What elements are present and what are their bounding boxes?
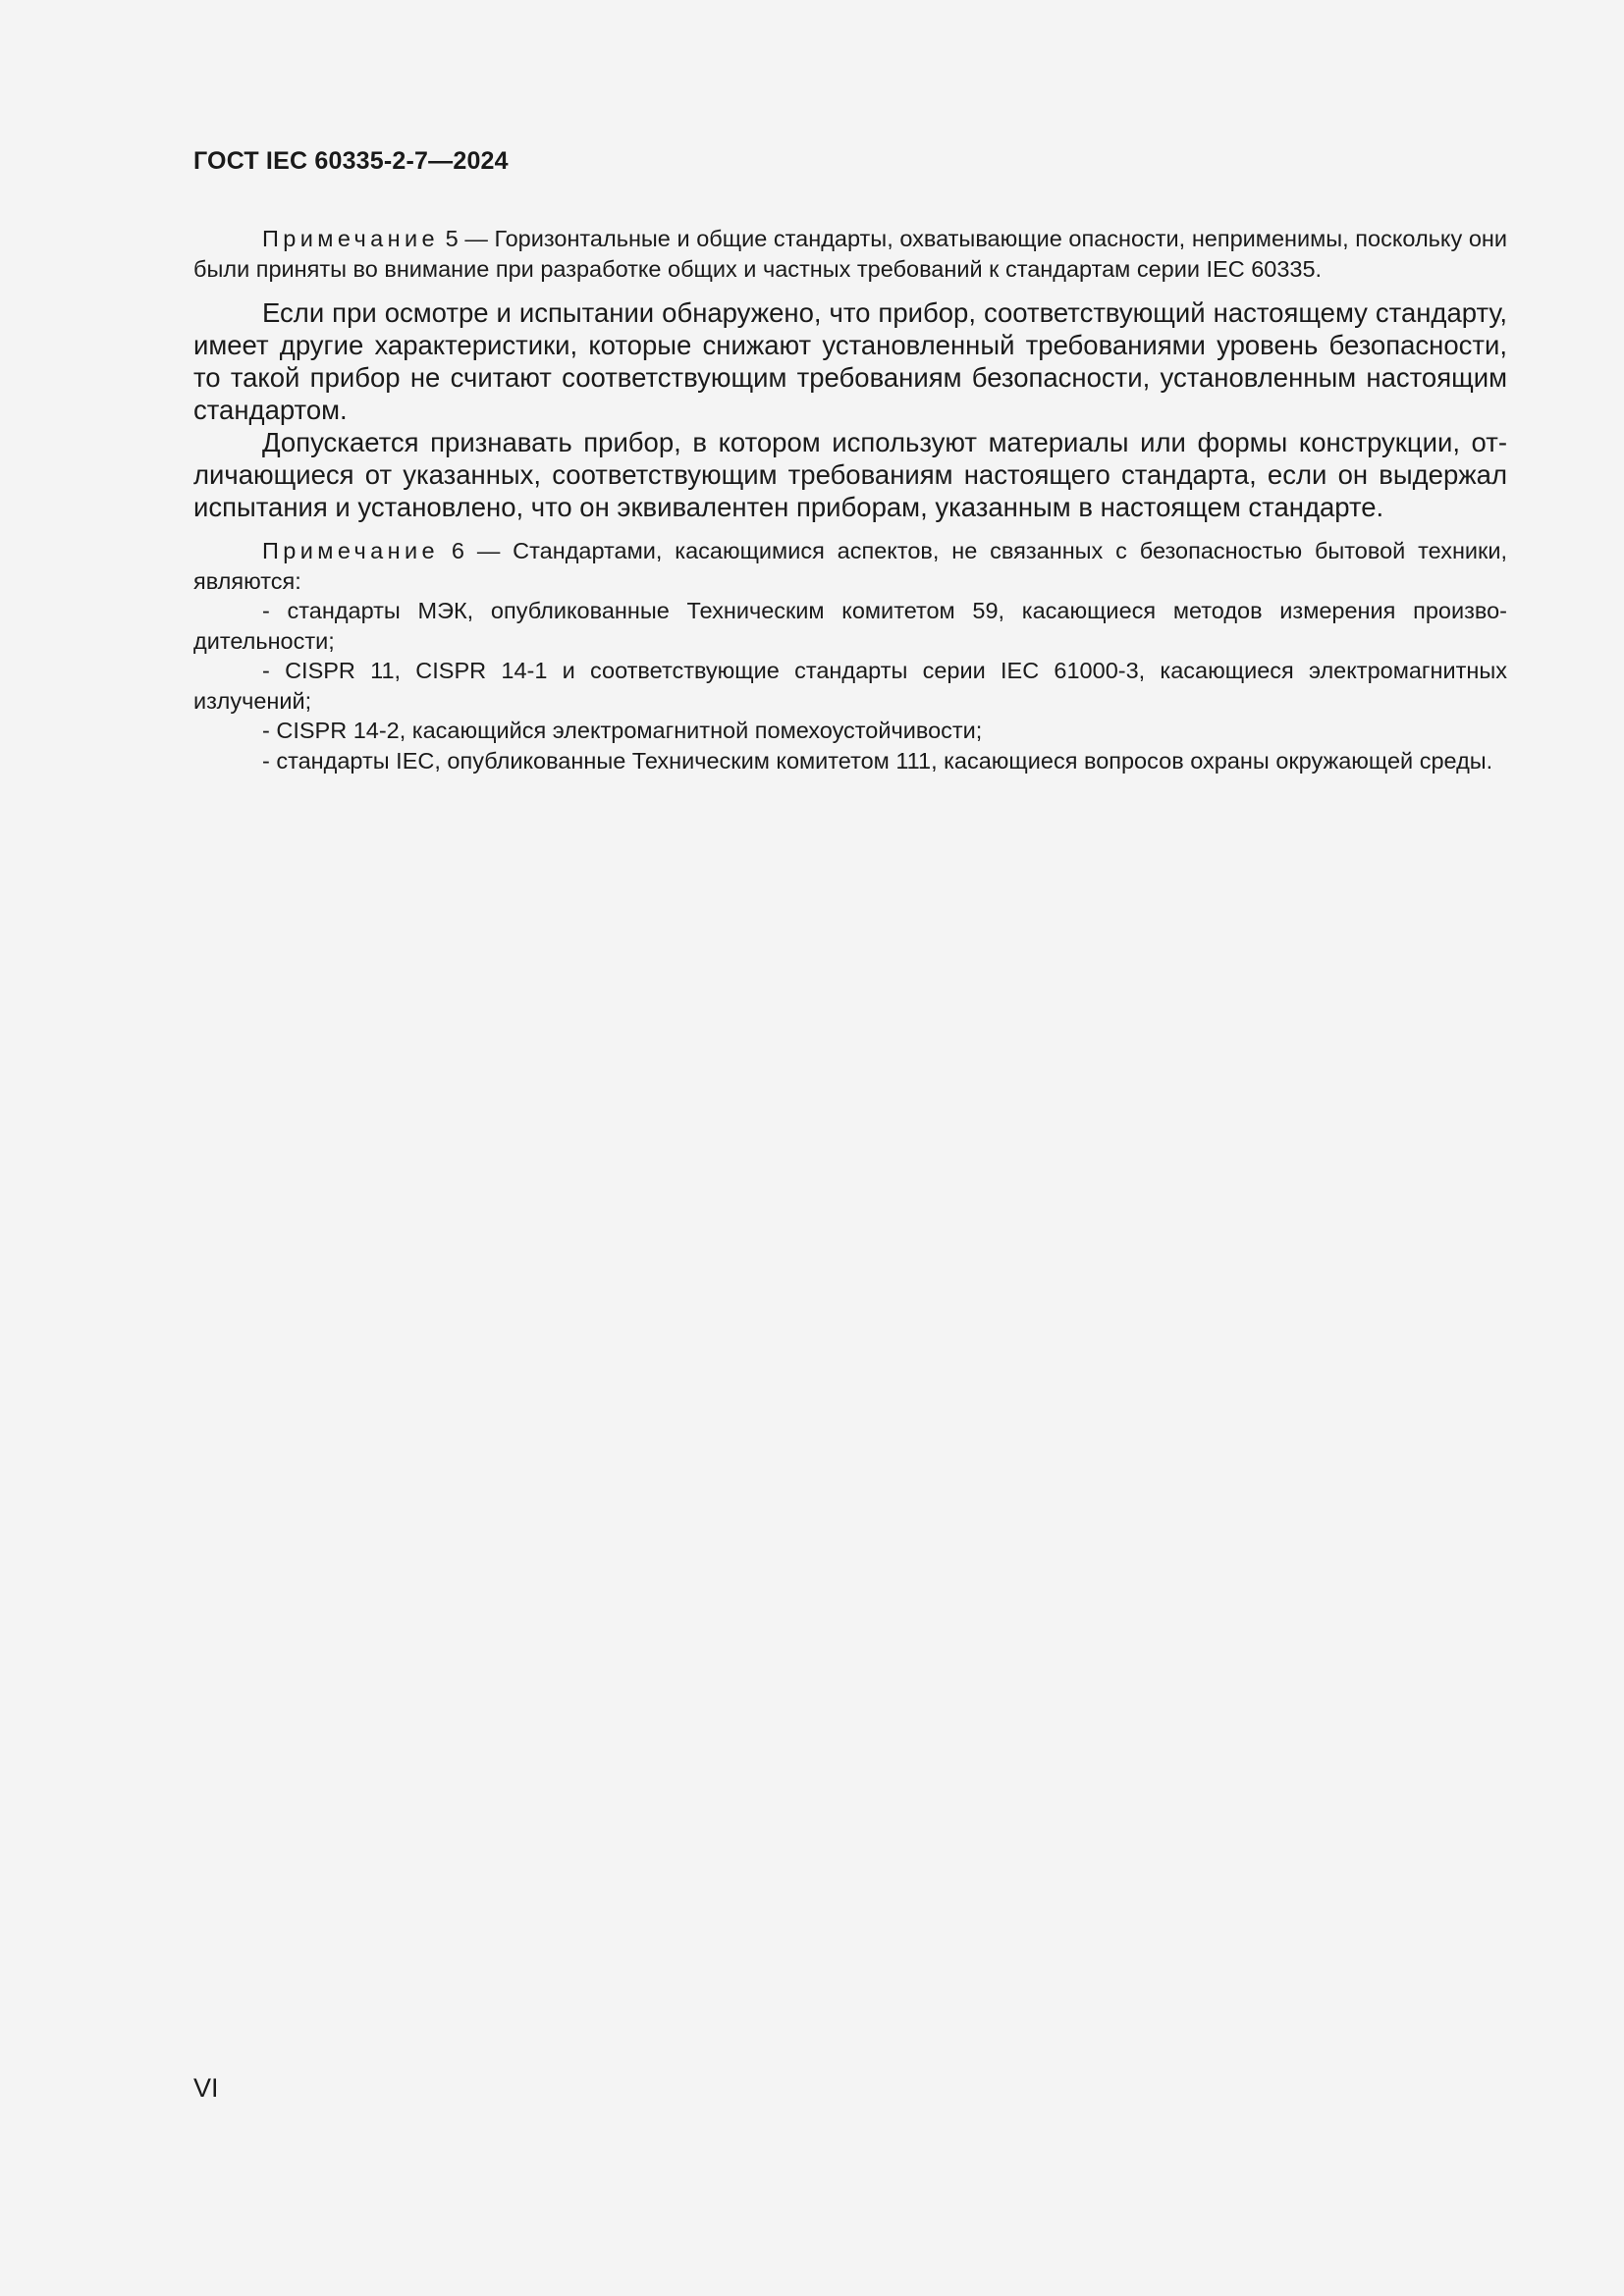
note-6-item-text: - стандарты IEC, опубликованные Техническим комитетом 111, касающиеся вопросов охраны окружающей среды. — [262, 747, 1493, 774]
note-6-item-text: - CISPR 14-2, касающийся электромагнитной помехоустойчивости; — [262, 718, 983, 743]
paragraph-2-text: Допускается признавать прибор, в котором используют материалы или формы конструкции, отличающиеся от указанных, соответствующим требованиям настоящего стандарта, если он выдержал испытания и установлено, что он эквивалентен приборам, указанным в настоящем стандарте. — [193, 427, 1507, 522]
note-6-item — [193, 716, 1507, 746]
paragraph-2 — [193, 426, 1507, 523]
note-5-text: 5 — Горизонтальные и общие стандарты, охватывающие опасности, неприменимы, поскольку они были приняты во внимание при разработке общих и частных требований к стандартам серии IEC 60335. — [193, 226, 1507, 282]
note-5 — [193, 224, 1507, 284]
paragraph-1 — [193, 296, 1507, 426]
note-6-label: Примечание — [262, 538, 440, 563]
note-6 — [193, 536, 1507, 596]
note-6-item-text: - стандарты МЭК, опубликованные Техническим комитетом 59, касающиеся методов измерения производительности; — [193, 598, 1507, 654]
page-content — [193, 224, 1507, 775]
page-number: VI — [193, 2073, 219, 2103]
paragraph-1-text: Если при осмотре и испытании обнаружено, что прибор, соответствующий настоящему стандарту, имеет другие характеристики, которые снижают установленный требованиями уровень безопасности, то такой прибор не считают соответствующим требованиям безопасности, установленным настоящим стандартом. — [193, 297, 1507, 425]
document-header: ГОСТ IEC 60335-2-7—2024 — [193, 147, 509, 175]
note-5-label: Примечание — [262, 226, 440, 251]
note-6-item — [193, 746, 1507, 776]
note-6-item-text: - CISPR 11, CISPR 14-1 и соответствующие стандарты серии IEC 61000-3, касающиеся электромагнитных излучений; — [193, 658, 1507, 714]
note-6-text: 6 — Стандартами, касающимися аспектов, не связанных с безопасностью бытовой техники, являются: — [193, 538, 1507, 594]
note-6-item — [193, 656, 1507, 716]
note-6-item — [193, 596, 1507, 656]
